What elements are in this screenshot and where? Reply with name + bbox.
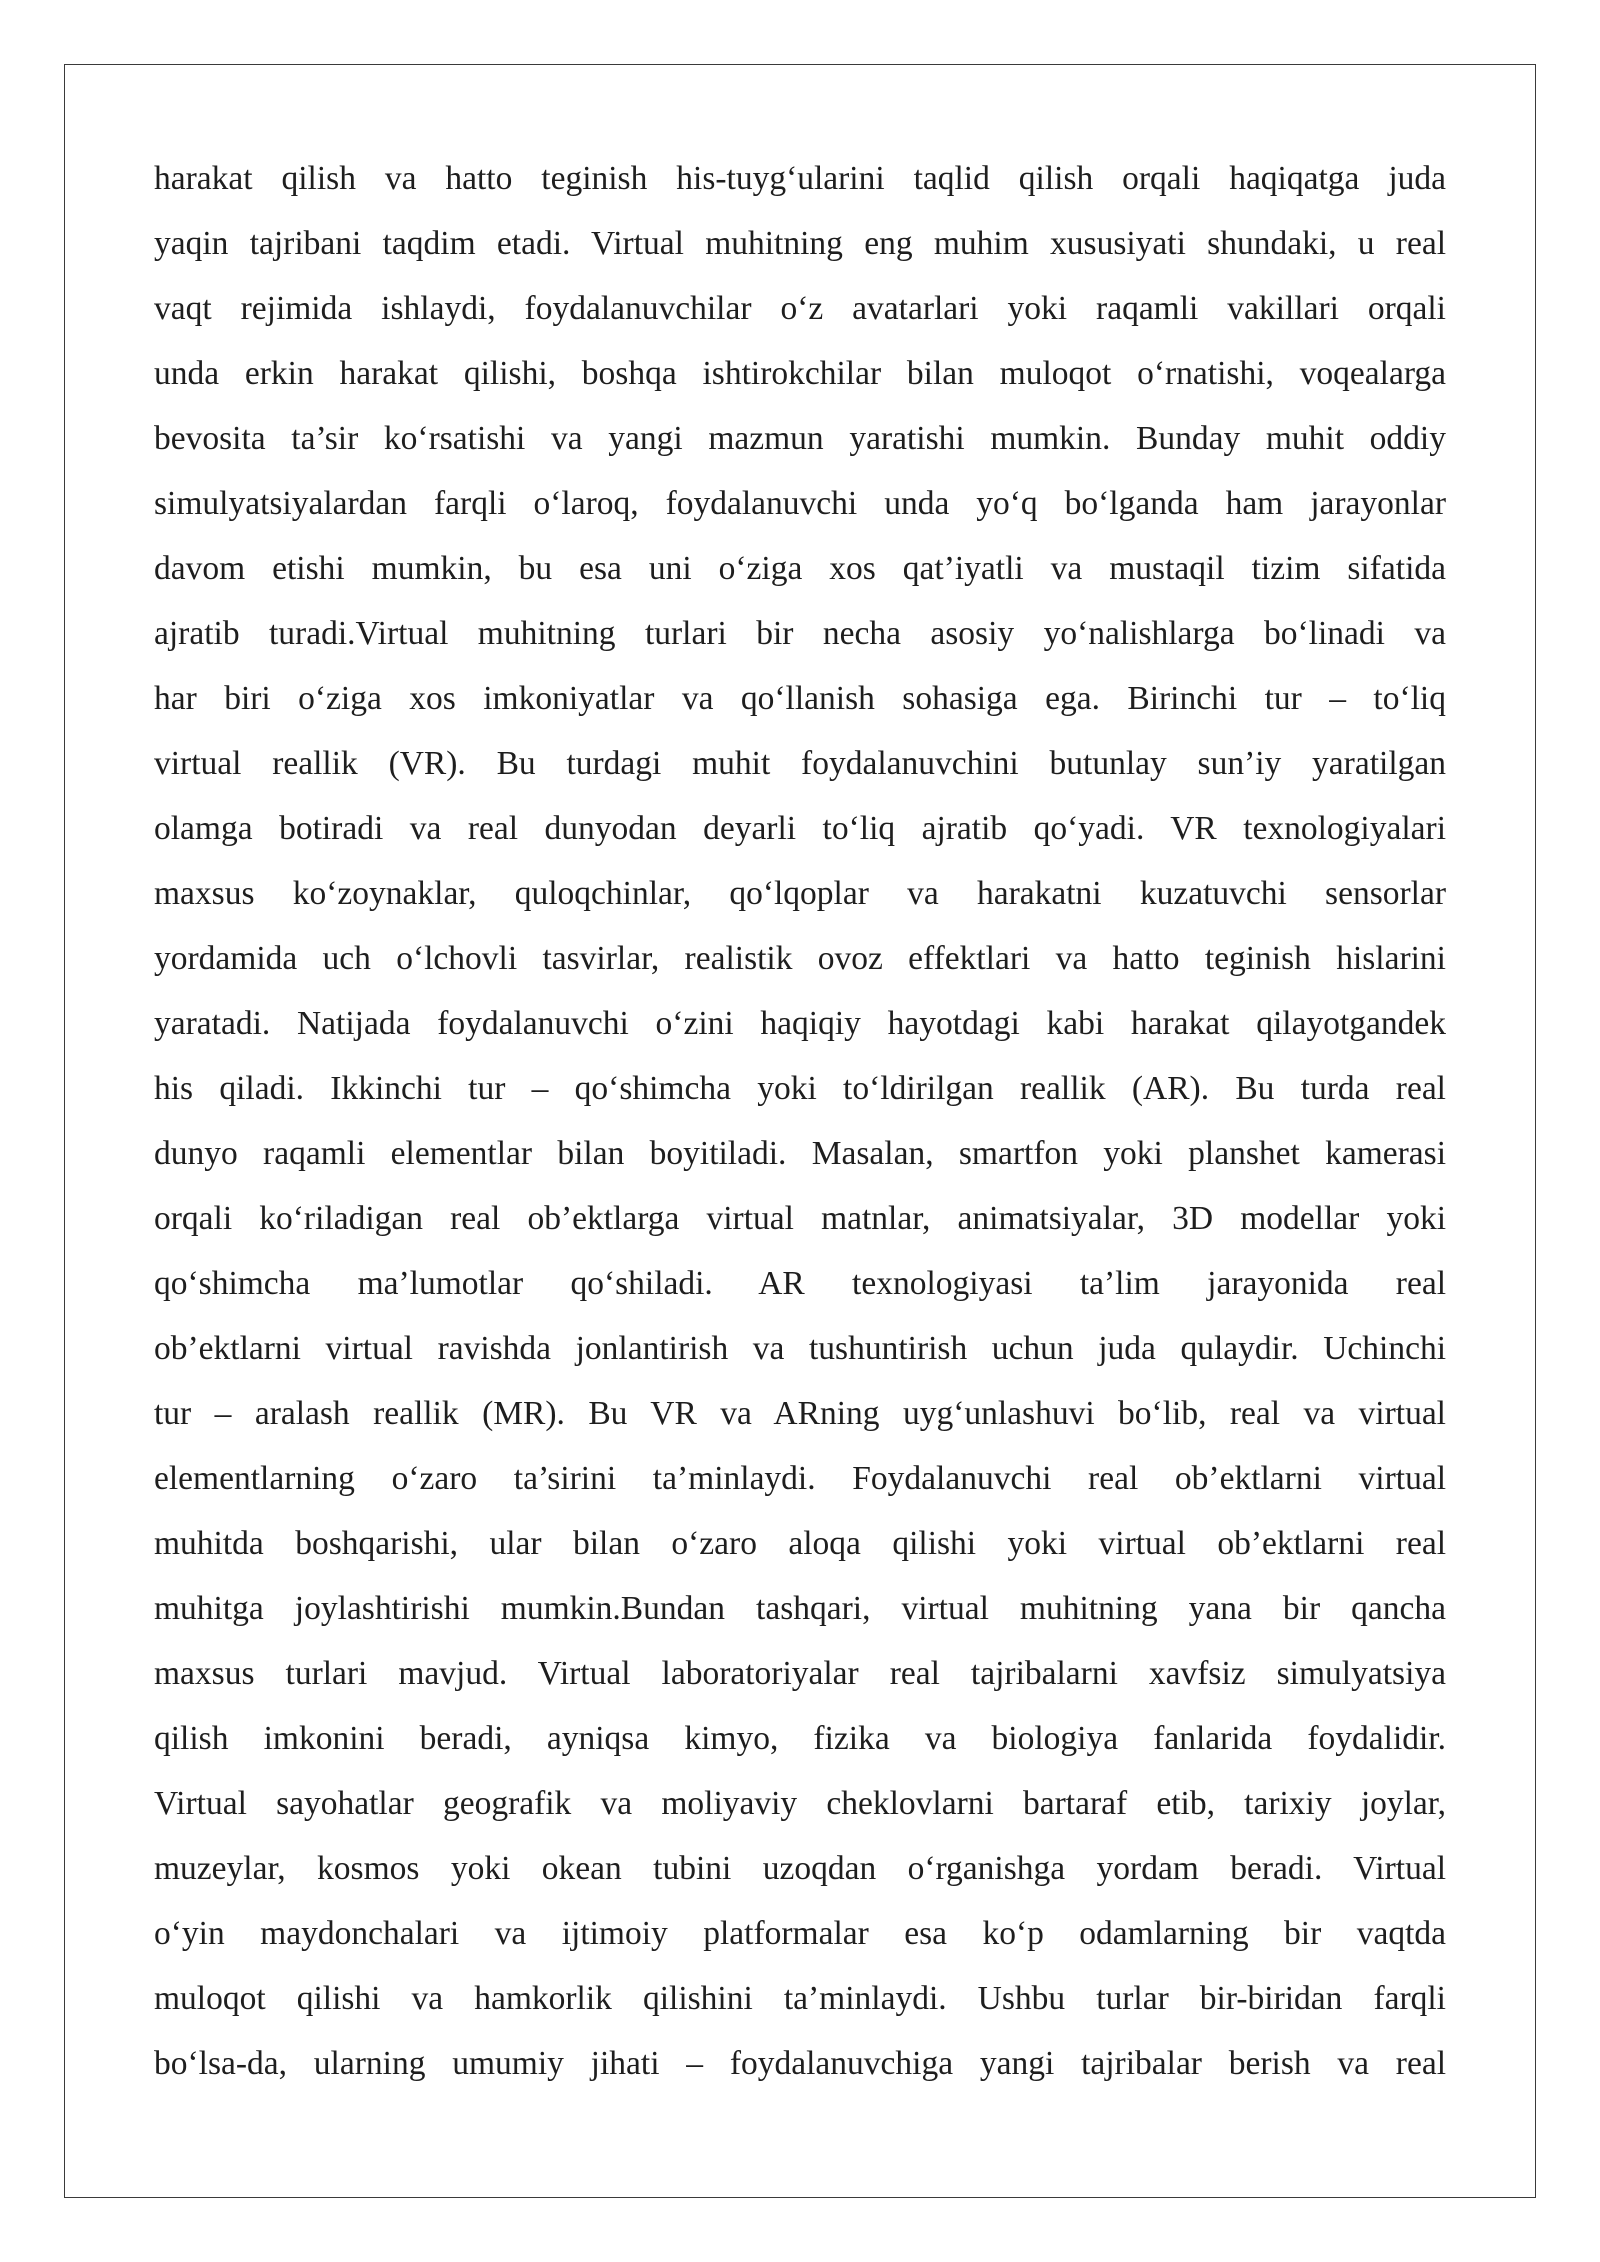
- text-line-12: maxsus ko‘zoynaklar, quloqchinlar, qo‘lqoplar va harakatni kuzatuvchi sensorlar: [154, 875, 1446, 912]
- text-line-2: yaqin tajribani taqdim etadi. Virtual muhitning eng muhim xususiyati shundaki, u real: [154, 225, 1446, 262]
- text-line-1: harakat qilish va hatto teginish his-tuyg‘ularini taqlid qilish orqali haqiqatga juda: [154, 160, 1446, 197]
- text-line-24: maxsus turlari mavjud. Virtual laboratoriyalar real tajribalarni xavfsiz simulyatsiya: [154, 1655, 1446, 1692]
- text-line-19: ob’ektlarni virtual ravishda jonlantirish va tushuntirish uchun juda qulaydir. Uchinchi: [154, 1330, 1446, 1367]
- text-line-23: muhitga joylashtirishi mumkin.Bundan tashqari, virtual muhitning yana bir qancha: [154, 1590, 1446, 1627]
- text-line-14: yaratadi. Natijada foydalanuvchi o‘zini haqiqiy hayotdagi kabi harakat qilayotgandek: [154, 1005, 1446, 1042]
- text-line-3: vaqt rejimida ishlaydi, foydalanuvchilar o‘z avatarlari yoki raqamli vakillari orqali: [154, 290, 1446, 327]
- text-line-9: har biri o‘ziga xos imkoniyatlar va qo‘llanish sohasiga ega. Birinchi tur – to‘liq: [154, 680, 1446, 717]
- text-line-11: olamga botiradi va real dunyodan deyarli to‘liq ajratib qo‘yadi. VR texnologiyalari: [154, 810, 1446, 847]
- text-line-8: ajratib turadi.Virtual muhitning turlari bir necha asosiy yo‘nalishlarga bo‘linadi va: [154, 615, 1446, 652]
- text-line-20: tur – aralash reallik (MR). Bu VR va ARning uyg‘unlashuvi bo‘lib, real va virtual: [154, 1395, 1446, 1432]
- text-line-13: yordamida uch o‘lchovli tasvirlar, realistik ovoz effektlari va hatto teginish hislarini: [154, 940, 1446, 977]
- text-line-18: qo‘shimcha ma’lumotlar qo‘shiladi. AR texnologiyasi ta’lim jarayonida real: [154, 1265, 1446, 1302]
- text-line-29: muloqot qilishi va hamkorlik qilishini ta’minlaydi. Ushbu turlar bir-biridan farqli: [154, 1980, 1446, 2017]
- text-line-7: davom etishi mumkin, bu esa uni o‘ziga xos qat’iyatli va mustaqil tizim sifatida: [154, 550, 1446, 587]
- text-line-21: elementlarning o‘zaro ta’sirini ta’minlaydi. Foydalanuvchi real ob’ektlarni virtual: [154, 1460, 1446, 1497]
- text-line-5: bevosita ta’sir ko‘rsatishi va yangi mazmun yaratishi mumkin. Bunday muhit oddiy: [154, 420, 1446, 457]
- text-line-17: orqali ko‘riladigan real ob’ektlarga virtual matnlar, animatsiyalar, 3D modellar yoki: [154, 1200, 1446, 1237]
- text-line-27: muzeylar, kosmos yoki okean tubini uzoqdan o‘rganishga yordam beradi. Virtual: [154, 1850, 1446, 1887]
- text-line-15: his qiladi. Ikkinchi tur – qo‘shimcha yoki to‘ldirilgan reallik (AR). Bu turda real: [154, 1070, 1446, 1107]
- text-line-26: Virtual sayohatlar geografik va moliyaviy cheklovlarni bartaraf etib, tarixiy joylar,: [154, 1785, 1446, 1822]
- text-line-28: o‘yin maydonchalari va ijtimoiy platformalar esa ko‘p odamlarning bir vaqtda: [154, 1915, 1446, 1952]
- text-line-16: dunyo raqamli elementlar bilan boyitiladi. Masalan, smartfon yoki planshet kamerasi: [154, 1135, 1446, 1172]
- text-line-4: unda erkin harakat qilishi, boshqa ishtirokchilar bilan muloqot o‘rnatishi, voqealarga: [154, 355, 1446, 392]
- text-line-25: qilish imkonini beradi, ayniqsa kimyo, fizika va biologiya fanlarida foydalidir.: [154, 1720, 1446, 1757]
- text-line-6: simulyatsiyalardan farqli o‘laroq, foydalanuvchi unda yo‘q bo‘lganda ham jarayonlar: [154, 485, 1446, 522]
- text-line-30: bo‘lsa-da, ularning umumiy jihati – foydalanuvchiga yangi tajribalar berish va real: [154, 2045, 1446, 2082]
- text-line-10: virtual reallik (VR). Bu turdagi muhit foydalanuvchini butunlay sun’iy yaratilgan: [154, 745, 1446, 782]
- document-body-text: [154, 146, 1446, 2096]
- text-line-22: muhitda boshqarishi, ular bilan o‘zaro aloqa qilishi yoki virtual ob’ektlarni real: [154, 1525, 1446, 1562]
